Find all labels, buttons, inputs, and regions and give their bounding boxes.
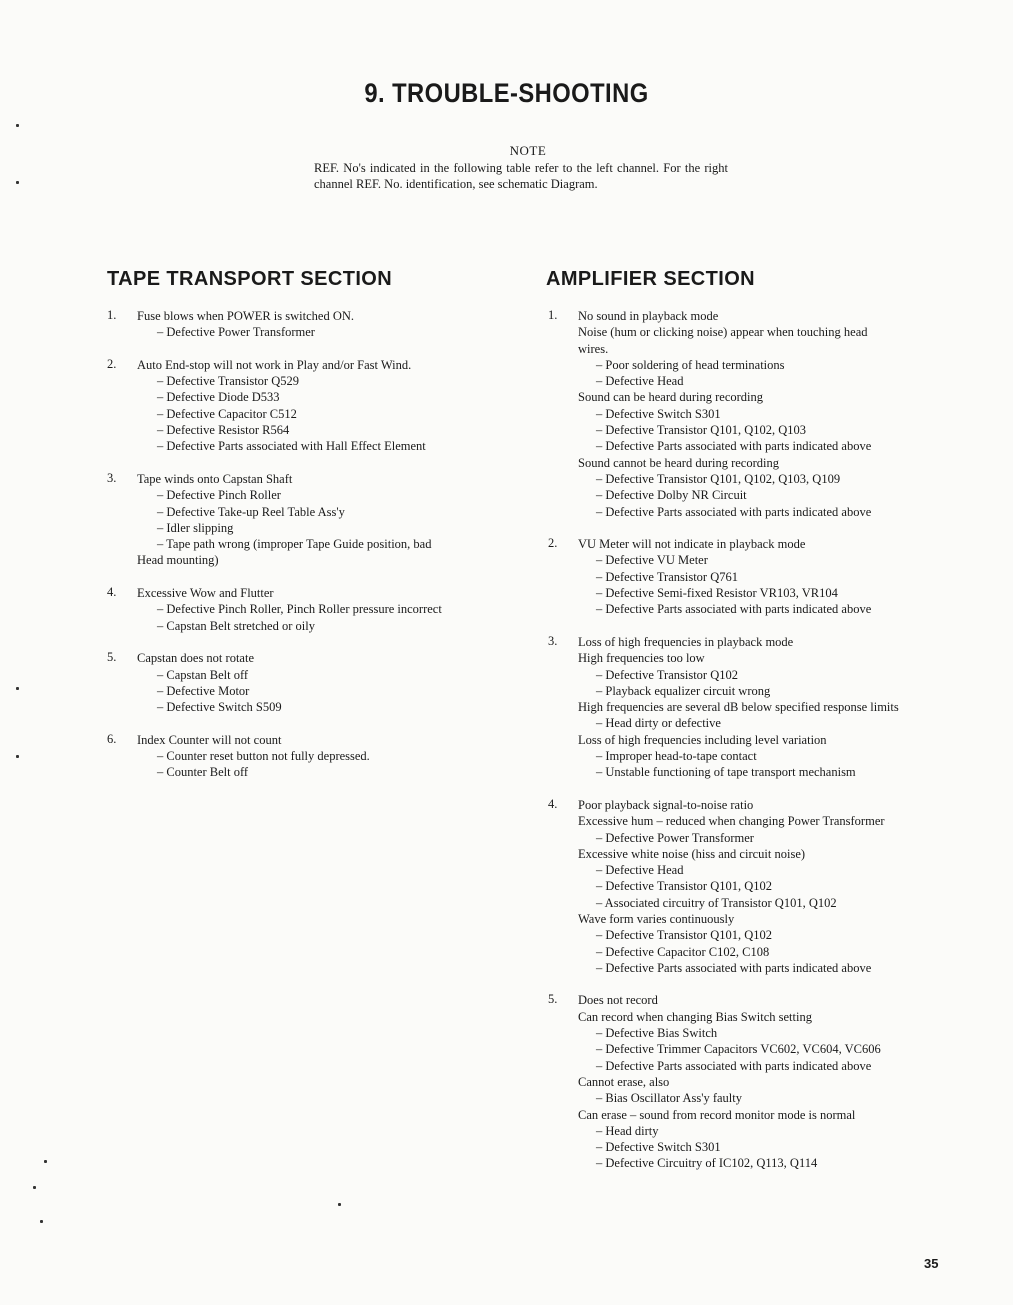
cause-line: – Head dirty or defective xyxy=(596,716,721,731)
cause-line: – Defective Circuitry of IC102, Q113, Q114 xyxy=(596,1156,818,1171)
scan-speck xyxy=(16,124,19,127)
cause-line: – Defective Semi-fixed Resistor VR103, VR104 xyxy=(596,586,838,601)
cause-line: – Defective Transistor Q101, Q102 xyxy=(596,928,773,943)
cause-line: – Defective Parts associated with parts indicated above xyxy=(596,1058,872,1073)
symptom-line: Does not record xyxy=(578,993,658,1008)
scan-speck xyxy=(33,1186,36,1189)
item-number: 3. xyxy=(548,633,558,648)
cause-line: – Defective Take-up Reel Table Ass'y xyxy=(157,504,345,519)
trouble-item xyxy=(107,732,507,781)
trouble-item xyxy=(548,308,958,520)
trouble-item xyxy=(107,357,507,455)
cause-line: – Idler slipping xyxy=(157,520,234,535)
symptom-line: High frequencies too low xyxy=(578,651,705,666)
cause-line: – Defective Transistor Q101, Q102, Q103, Q109 xyxy=(596,471,841,486)
cause-line: – Counter reset button not fully depressed. xyxy=(157,749,370,764)
item-number: 5. xyxy=(548,992,558,1007)
symptom-line: Wave form varies continuously xyxy=(578,911,735,926)
item-number: 4. xyxy=(548,796,558,811)
item-number: 6. xyxy=(107,731,117,746)
symptom-line: Can record when changing Bias Switch setting xyxy=(578,1009,812,1024)
symptom-line: Sound can be heard during recording xyxy=(578,390,764,405)
cause-line: – Defective Power Transformer xyxy=(157,325,315,340)
tape-section-title: TAPE TRANSPORT SECTION xyxy=(107,268,393,290)
symptom-line: Sound cannot be heard during recording xyxy=(578,455,779,470)
trouble-item xyxy=(107,308,507,341)
symptom-line: Excessive hum – reduced when changing Power Transformer xyxy=(578,814,885,829)
scan-speck xyxy=(16,687,19,690)
cause-line: – Defective Parts associated with parts indicated above xyxy=(596,504,872,519)
symptom-line: Tape winds onto Capstan Shaft xyxy=(137,471,293,486)
cause-line: – Defective Parts associated with Hall Effect Element xyxy=(157,439,426,454)
symptom-line: Capstan does not rotate xyxy=(137,651,254,666)
trouble-item xyxy=(548,992,958,1171)
cause-line: – Defective Power Transformer xyxy=(596,830,754,845)
amp-section-list xyxy=(548,308,958,1172)
symptom-line: Poor playback signal-to-noise ratio xyxy=(578,797,754,812)
symptom-line: Loss of high frequencies including level variation xyxy=(578,732,827,747)
trouble-item xyxy=(548,634,958,781)
cause-line: – Capstan Belt off xyxy=(157,667,249,682)
cause-line: – Defective Transistor Q101, Q102, Q103 xyxy=(596,423,807,438)
symptom-line: Excessive white noise (hiss and circuit noise) xyxy=(578,846,806,861)
symptom-line: Fuse blows when POWER is switched ON. xyxy=(137,309,355,323)
cause-line: – Playback equalizer circuit wrong xyxy=(596,683,771,698)
symptom-line: Index Counter will not count xyxy=(137,732,282,747)
cause-line: – Defective Motor xyxy=(157,683,250,698)
cause-line: – Poor soldering of head terminations xyxy=(596,357,785,372)
cause-line: – Defective Resistor R564 xyxy=(157,423,290,438)
item-number: 2. xyxy=(107,356,117,371)
cause-line: – Defective Switch S301 xyxy=(596,1140,721,1155)
symptom-line: High frequencies are several dB below specified response limits xyxy=(578,700,899,715)
trouble-item xyxy=(548,797,958,976)
cause-line: – Capstan Belt stretched or oily xyxy=(157,618,315,633)
trouble-item xyxy=(107,585,507,634)
cause-line: – Defective Transistor Q529 xyxy=(157,374,299,389)
cause-line: – Defective Pinch Roller xyxy=(157,488,281,503)
page-title: 9. TROUBLE-SHOOTING xyxy=(364,78,649,108)
symptom-line: VU Meter will not indicate in playback mode xyxy=(578,537,806,552)
symptom-line: Excessive Wow and Flutter xyxy=(137,586,274,601)
symptom-line: Loss of high frequencies in playback mode xyxy=(578,634,794,649)
cause-line: – Defective Transistor Q101, Q102 xyxy=(596,879,773,894)
page-number: 35 xyxy=(924,1256,939,1271)
cause-line: – Defective Dolby NR Circuit xyxy=(596,488,747,503)
item-number: 3. xyxy=(107,470,117,485)
cause-line: – Defective Pinch Roller, Pinch Roller pressure incorrect xyxy=(157,602,442,617)
scan-speck xyxy=(338,1203,341,1206)
scan-speck xyxy=(40,1220,43,1223)
symptom-line: Can erase – sound from record monitor mode is normal xyxy=(578,1107,856,1122)
cause-line: – Improper head-to-tape contact xyxy=(596,749,757,764)
cause-line: – Bias Oscillator Ass'y faulty xyxy=(596,1091,742,1106)
trouble-item xyxy=(548,536,958,617)
cause-line: – Defective Transistor Q761 xyxy=(596,569,738,584)
cause-line: – Unstable functioning of tape transport mechanism xyxy=(596,765,856,780)
cause-line: – Defective Switch S509 xyxy=(157,700,282,715)
cause-line: – Defective Parts associated with parts indicated above xyxy=(596,439,872,454)
cause-line: – Defective Capacitor C102, C108 xyxy=(596,944,770,959)
note-heading: NOTE xyxy=(509,143,547,158)
cause-line: – Defective VU Meter xyxy=(596,553,708,568)
item-number: 1. xyxy=(548,308,558,322)
tape-section-list xyxy=(107,308,507,781)
item-number: 4. xyxy=(107,585,117,600)
trouble-item xyxy=(107,471,507,569)
cause-line: – Defective Parts associated with parts indicated above xyxy=(596,602,872,617)
scan-speck xyxy=(16,181,19,184)
cause-line: – Defective Head xyxy=(596,863,684,878)
cause-line: – Defective Bias Switch xyxy=(596,1026,718,1041)
cause-line: – Tape path wrong (improper Tape Guide position, bad xyxy=(157,537,432,552)
cause-line: – Counter Belt off xyxy=(157,765,249,780)
cause-line: – Defective Switch S301 xyxy=(596,406,721,421)
item-number: 5. xyxy=(107,650,117,665)
trouble-item xyxy=(107,650,507,715)
symptom-line: Cannot erase, also xyxy=(578,1074,670,1089)
item-number: 2. xyxy=(548,536,558,551)
cause-line: – Defective Trimmer Capacitors VC602, VC604, VC606 xyxy=(596,1042,881,1057)
note-text: REF. No's indicated in the following table refer to the left channel. For the right channel REF. No. identification, see schematic Diagram. xyxy=(314,161,728,191)
symptom-line: Noise (hum or clicking noise) appear when touching head xyxy=(578,325,868,340)
cause-line: – Associated circuitry of Transistor Q101, Q102 xyxy=(596,895,837,910)
scan-speck xyxy=(16,755,19,758)
symptom-line: No sound in playback mode xyxy=(578,309,719,323)
cause-line: – Head dirty xyxy=(596,1123,659,1138)
cause-line: – Defective Transistor Q102 xyxy=(596,667,738,682)
cause-line: – Defective Head xyxy=(596,374,684,389)
scan-speck xyxy=(44,1160,47,1163)
cause-line: – Defective Parts associated with parts indicated above xyxy=(596,960,872,975)
symptom-line: wires. xyxy=(578,341,609,356)
cause-line: – Defective Diode D533 xyxy=(157,390,280,405)
symptom-line: Head mounting) xyxy=(137,553,219,568)
symptom-line: Auto End-stop will not work in Play and/or Fast Wind. xyxy=(137,357,412,372)
cause-line: – Defective Capacitor C512 xyxy=(157,406,297,421)
amp-section-title: AMPLIFIER SECTION xyxy=(546,268,756,290)
item-number: 1. xyxy=(107,308,117,322)
